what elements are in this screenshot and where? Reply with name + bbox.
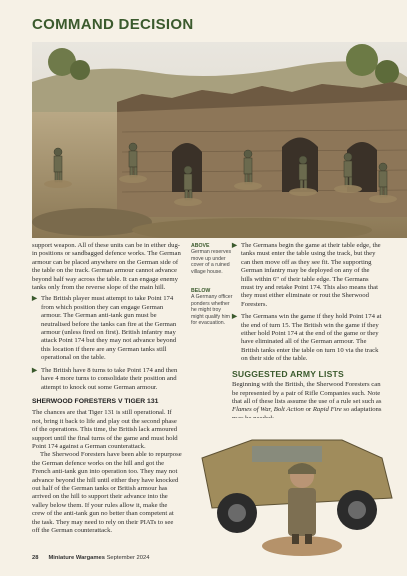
footer-issue: Miniature Wargames September 2024 (48, 555, 150, 561)
section-subheading: SHERWOOD FORESTERS V TIGER 131 (32, 397, 159, 405)
caption-above (191, 243, 235, 275)
caption-text: German reserves move up under cover of a ruined village house. (191, 249, 232, 275)
bullet-arrow-icon: ▶ (232, 313, 238, 321)
col1-paragraph: The Sherwood Foresters have been able to repurpose the German defence works on the hill and got the French anti-tank gun into operation too. They may not advance beyond the hill until either they have knocked out half of the German tanks or British armour has arrived on the hill to support their advance into the valley below them. If your rules allow it, make the crew of the anti-tank gun no better than competent at the task. They may need to rely on their PIATs to see off the German counterattack. (32, 451, 182, 534)
bullet-arrow-icon: ▶ (32, 295, 38, 303)
col2-paragraph: Beginning with the British, the Sherwood Foresters can be represented by a pair of Rifle Companies such. Note that all of these lists assume the use of a rule set such as Flames of War, Bolt Action or Rapid Fire so adaptations (232, 381, 382, 414)
page-number: 28 (32, 555, 39, 561)
col1-paragraph: The chances are that Tiger 131 is still operational. If not, bring it back to life and play out the second phase of the operations. This time, the British lack armoured support until the final turns of the game and must hold Point 174 against a German counterattack. (32, 409, 178, 450)
caption-label: ABOVE (191, 243, 210, 249)
bullet-arrow-icon: ▶ (232, 242, 238, 249)
col1-bullet-text: The British have 8 turns to take Point 174 and then have 4 more turns to consolidate their position and attempt to knock out some German armour. (41, 366, 178, 391)
col1-bullet-text: The British player must attempt to take Point 174 from which position they can engage German armour. The German anti-tank gun must be neutralised before the tanks can fire at the German armour (unless fired on first). British infantry may attack Point 174 but they may not advance beyond this location if there are any German tanks still operational on the table. (41, 295, 177, 362)
column-left (32, 242, 182, 535)
col2-bullet (232, 242, 382, 309)
section-heading: SUGGESTED ARMY LISTS (232, 368, 344, 379)
col2-bullet (232, 313, 382, 363)
caption-below (191, 288, 235, 326)
col2-bullet-text: The Germans win the game if they hold Point 174 at the end of turn 15. The British win the game if they either hold Point 174 at the end of the game or they have eliminated all of the German armour. The British tanks enter the table on turn 10 via the track on their side of the table. (241, 313, 382, 363)
col1-paragraph: support weapon. All of these units can be in either dug-in positions or sandbagged defence works. The German armour can be placed anywhere on the German side of the table on the track. German armour cannot advance beyond half way across the table. It can engage enemy tanks only from the reverse slope of the main hill. (32, 242, 181, 292)
page-title: COMMAND DECISION (32, 16, 194, 33)
caption-text: A Germany officer ponders whether he might troy might qualify him for evacuation. (191, 294, 233, 327)
col1-bullet (32, 295, 182, 362)
caption-label: BELOW (191, 288, 211, 294)
bullet-arrow-icon: ▶ (32, 366, 38, 374)
soldier-vehicle-photo (192, 418, 407, 558)
ruined-village-photo (32, 42, 407, 238)
page-footer (32, 555, 149, 561)
col2-bullet-text: The Germans begin the game at their table edge, the tanks must enter the table using the track, but they can then move off as they see fit. The supporting German infantry may be deployed on any of the hills within 6" of their table edge. The Germans must try and retake Point 174. This also means that they must either eliminate or rout the Sherwood Foresters. (241, 242, 381, 308)
column-right (232, 242, 382, 426)
col1-bullet (32, 367, 182, 392)
